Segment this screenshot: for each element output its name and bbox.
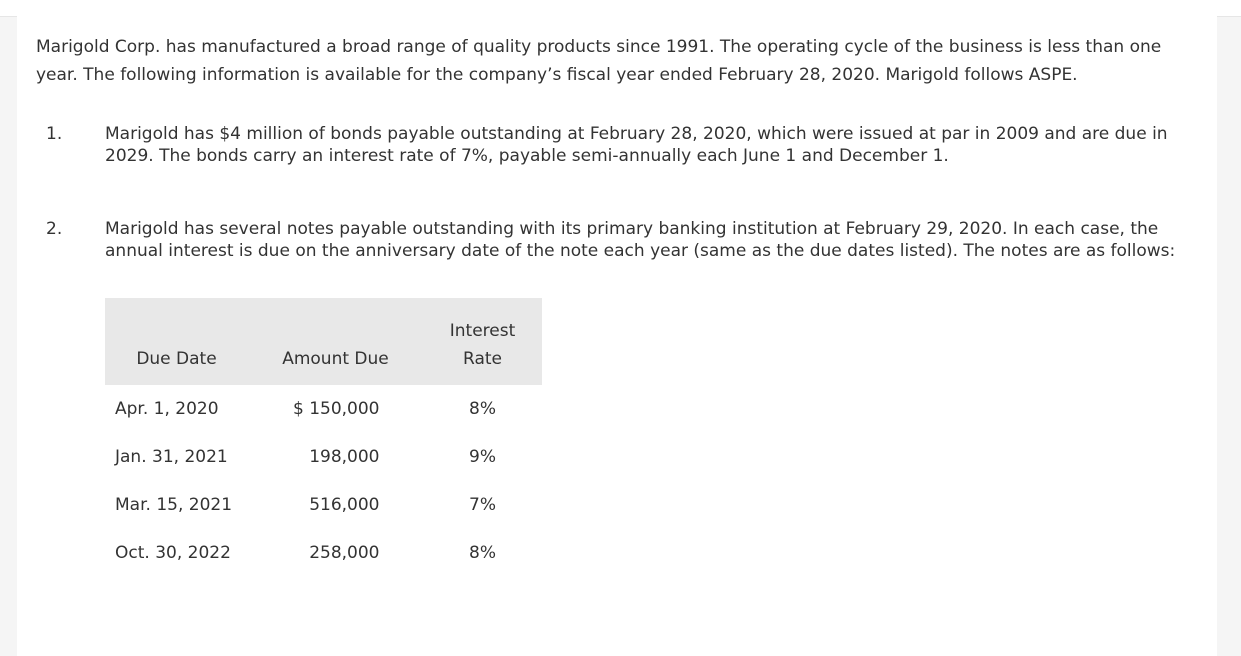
list-item-text: Marigold has $4 million of bonds payable outstanding at February 28, 2020, which were issued at par in 2009 and are due in 2029. The bonds carry an interest rate of 7%, payable semi-annually each June 1 and December 1. (105, 124, 1168, 166)
header-interest-rate (423, 298, 542, 385)
cell-rate: 7% (469, 495, 496, 515)
cell-amount (248, 385, 423, 433)
list-item-number: 1. (46, 124, 63, 144)
cell-due-date: Jan. 31, 2021 (115, 447, 228, 467)
header-interest-line2: Rate (463, 349, 502, 369)
cell-due-date: Mar. 15, 2021 (115, 495, 233, 515)
notes-payable-table (105, 298, 542, 577)
intro-paragraph: Marigold Corp. has manufactured a broad range of quality products since 1991. The operating cycle of the business is less than one year. The following information is available for the company’s fiscal year ended February 28, 2020. Marigold follows ASPE. (36, 37, 1162, 85)
top-edge (0, 0, 1241, 17)
cell-due-date: Apr. 1, 2020 (115, 399, 219, 419)
header-interest-line1: Interest (449, 321, 516, 341)
cell-rate: 9% (469, 447, 496, 467)
list-item-text: Marigold has several notes payable outstanding with its primary banking institution at February 29, 2020. In each case, the annual interest is due on the anniversary date of the note each year (same as the due dates listed). The notes are as follows: (105, 219, 1176, 261)
cell-amount (248, 433, 423, 481)
amount-value: 198,000 (309, 447, 380, 467)
table-row (105, 433, 542, 481)
amount-value: $ 150,000 (292, 399, 380, 419)
amount-value: 258,000 (309, 543, 380, 563)
cell-rate: 8% (469, 543, 496, 563)
table-header-row (105, 298, 542, 385)
header-due-date: Due Date (105, 298, 248, 385)
table-row (105, 481, 542, 529)
header-amount-due: Amount Due (248, 298, 423, 385)
cell-rate: 8% (469, 399, 496, 419)
cell-due-date: Oct. 30, 2022 (115, 543, 231, 563)
table-row (105, 529, 542, 577)
list-item-number: 2. (46, 219, 63, 239)
cell-amount (248, 481, 423, 529)
amount-value: 516,000 (309, 495, 380, 515)
table-row (105, 385, 542, 433)
cell-amount (248, 529, 423, 577)
